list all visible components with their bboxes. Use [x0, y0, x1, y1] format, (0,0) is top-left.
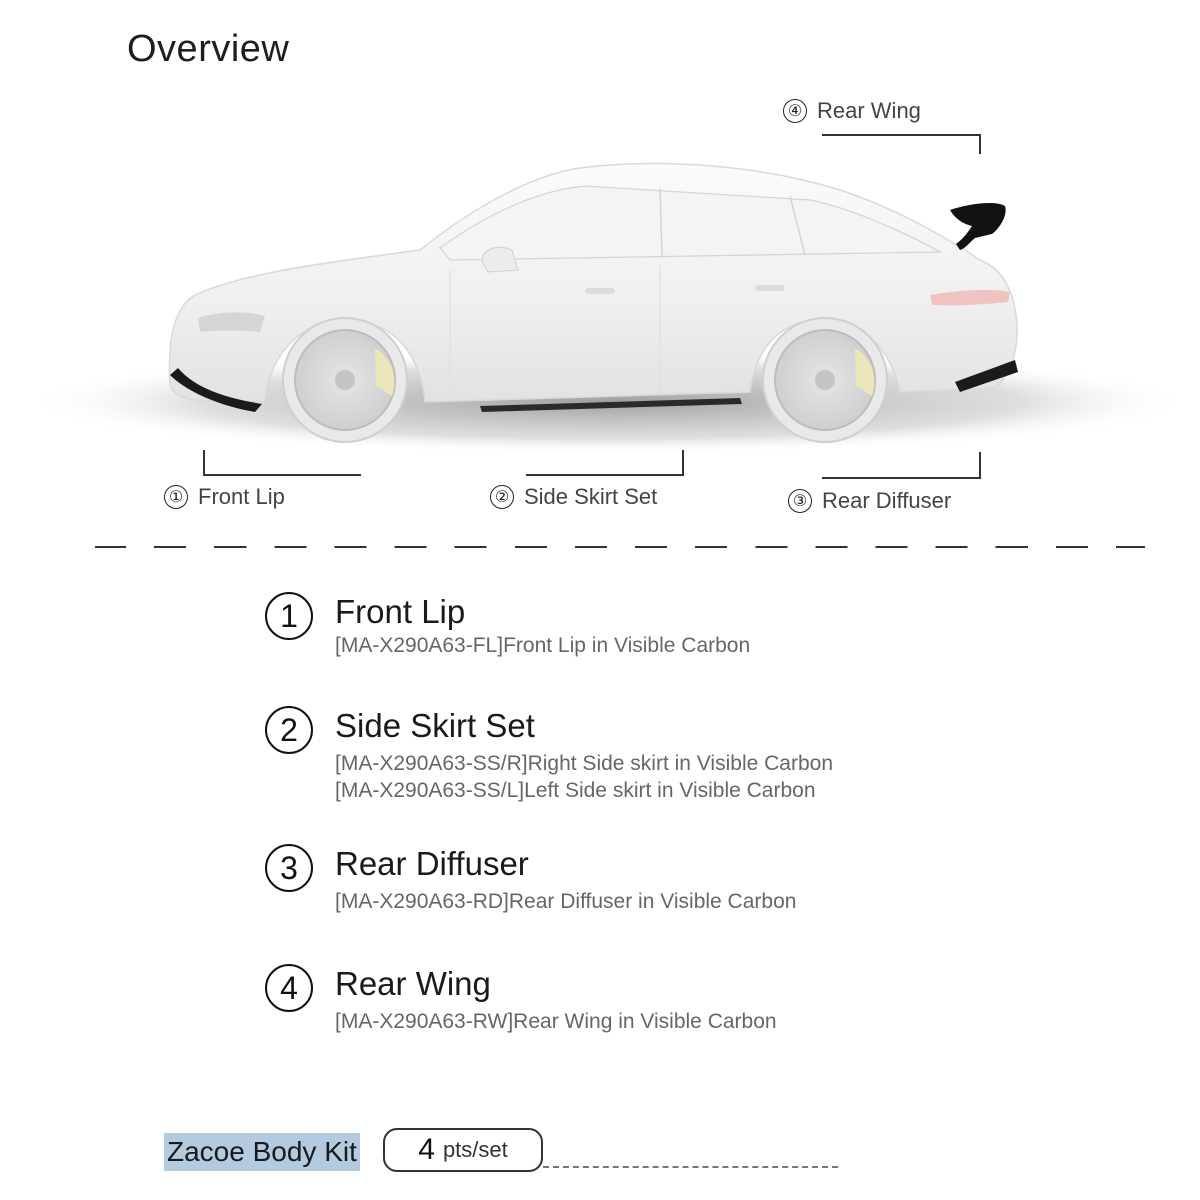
- leader-rear-diffuser: [822, 452, 981, 479]
- kit-count-pill: [383, 1128, 543, 1172]
- callout-label: Front Lip: [198, 484, 285, 509]
- part-title: Side Skirt Set: [335, 707, 535, 744]
- part-title: Front Lip: [335, 593, 466, 630]
- part-description: [MA-X290A63-FL]Front Lip in Visible Carbon: [335, 634, 751, 657]
- callout-number: ③: [788, 489, 812, 513]
- leader-front-lip: [203, 450, 361, 476]
- callout-number: ①: [164, 485, 188, 509]
- callout-number: ②: [490, 485, 514, 509]
- car-illustration: [20, 120, 1190, 460]
- kit-label: Zacoe Body Kit: [164, 1133, 360, 1171]
- part-number: 2: [265, 706, 313, 754]
- callout-rear-diffuser: [788, 488, 951, 514]
- part-title: Rear Diffuser: [335, 845, 529, 882]
- part-number: 3: [265, 844, 313, 892]
- part-rear-diffuser: [265, 844, 796, 915]
- kit-count: 4: [418, 1133, 435, 1166]
- callout-label: Side Skirt Set: [524, 484, 658, 509]
- rear-wheel: [763, 318, 887, 442]
- callout-number: ④: [783, 99, 807, 123]
- part-description: [MA-X290A63-RW]Rear Wing in Visible Carbon: [335, 1010, 777, 1033]
- part-rear-wing: [265, 964, 777, 1035]
- callout-label: Rear Diffuser: [822, 488, 952, 513]
- part-number: 4: [265, 964, 313, 1012]
- callout-rear-wing: [783, 98, 921, 124]
- callout-front-lip: [164, 484, 285, 510]
- overview-title: Overview: [127, 28, 290, 70]
- part-side-skirt-set: [265, 706, 833, 804]
- part-description: [MA-X290A63-SS/L]Left Side skirt in Visible Carbon: [335, 779, 816, 802]
- rear-wing-part: [950, 203, 1006, 250]
- front-wheel: [283, 318, 407, 442]
- dashed-divider: [95, 546, 1145, 548]
- leader-side-skirt: [526, 450, 684, 476]
- side-mirror: [482, 247, 518, 272]
- leader-rear-wing: [822, 134, 981, 154]
- part-description: [MA-X290A63-SS/R]Right Side skirt in Visible Carbon: [335, 752, 834, 775]
- callout-side-skirt: [490, 484, 657, 510]
- kit-dashed-line: [543, 1166, 838, 1168]
- part-title: Rear Wing: [335, 965, 491, 1002]
- part-front-lip: [265, 592, 750, 659]
- callout-label: Rear Wing: [817, 98, 921, 123]
- part-number: 1: [265, 592, 313, 640]
- part-description: [MA-X290A63-RD]Rear Diffuser in Visible Carbon: [335, 890, 797, 913]
- kit-unit: pts/set: [442, 1137, 508, 1162]
